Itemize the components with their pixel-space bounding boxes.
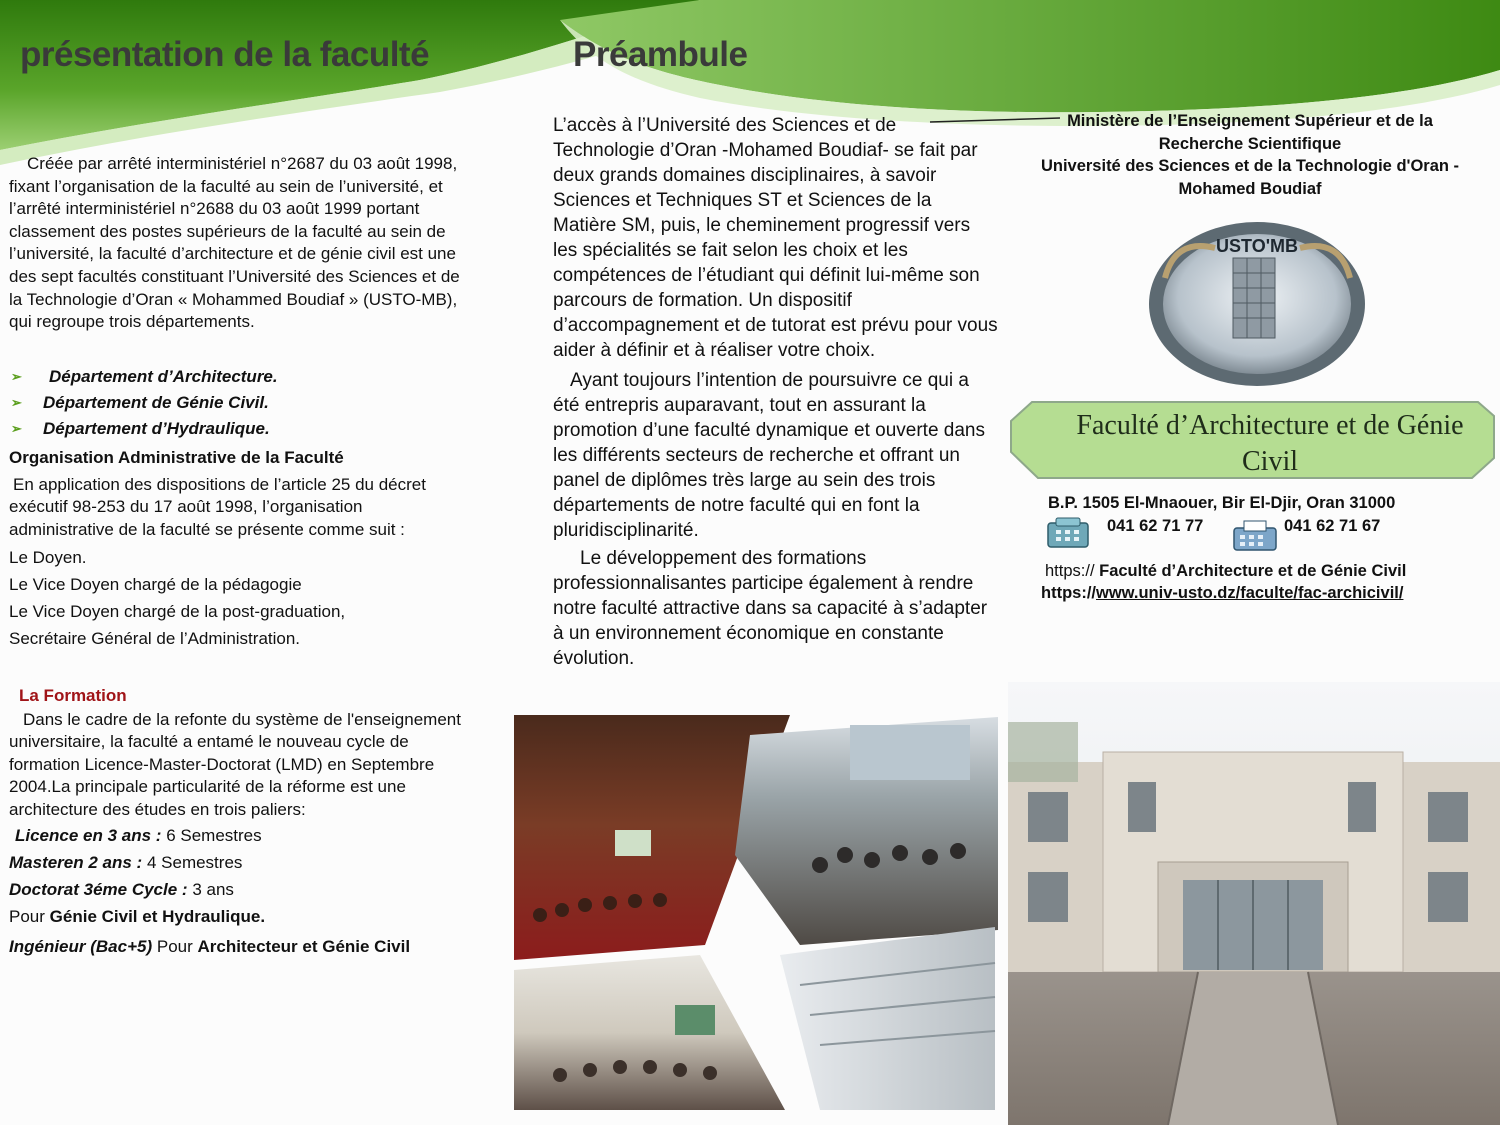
photo-collage	[500, 705, 1005, 1120]
page-title-presentation: présentation de la faculté	[20, 35, 430, 74]
logo-text: USTO'MB	[1216, 236, 1298, 256]
phone-icon	[1044, 515, 1092, 551]
lecture-screen	[675, 1005, 715, 1035]
formation-heading: La Formation	[19, 685, 127, 705]
ministry-name: Ministère de l’Enseignement Supérieur et de la Recherche Scientifique	[1067, 112, 1433, 153]
middle-column	[553, 113, 999, 671]
arrow-icon: ➢	[11, 394, 22, 410]
arrow-icon: ➢	[11, 368, 22, 384]
arrow-icon: ➢	[11, 420, 22, 436]
website-link[interactable]: www.univ-usto.dz/faculte/fac-archicivil/	[1096, 584, 1404, 602]
usto-logo	[1145, 218, 1370, 390]
website-line-1[interactable]: https:// Faculté d’Architecture et de Génie Civil	[1045, 562, 1407, 580]
department-item: ➢ Département d’Hydraulique.	[9, 416, 471, 442]
org-role: Secrétaire Général de l’Administration.	[9, 628, 301, 648]
org-role: Le Vice Doyen chargé de la pédagogie	[9, 574, 302, 594]
phone-number-2[interactable]: 041 62 71 67	[1284, 517, 1381, 535]
cycle-master: Masteren 2 ans : 4 Semestres	[9, 852, 243, 872]
org-role: Le Doyen.	[9, 547, 87, 567]
preambule-paragraph-1: L’accès à l’Université des Sciences et de Technologie d’Oran -Mohamed Boudiaf- se fait par deux grands domaines disciplinaires, à savoir Sciences et Techniques ST et Sciences de la Matière SM, puis, le cheminement progressif vers les spécialités se fait selon les choix et les compétences de l’étudiant qui définit lui-même son parcours de formation. Un dispositif d’accompagnement et de tutorat est prévu pour vous aider à définir et à réaliser votre choix.	[553, 115, 998, 361]
faculty-name: Faculté d’Architecture et de Génie Civil	[1076, 410, 1464, 477]
building-facade	[850, 725, 970, 780]
org-paragraph: En application des dispositions de l’article 25 du décret exécutif 98-253 du 17 août 1998, l’organisation administrative de la faculté se présente comme suit :	[9, 474, 426, 539]
phone-number-1[interactable]: 041 62 71 77	[1107, 517, 1204, 535]
fax-icon	[1230, 518, 1280, 554]
photo-lecture-room	[514, 955, 785, 1110]
ministry-block	[1030, 110, 1470, 200]
cycle-doctorat: Doctorat 3éme Cycle : 3 ans	[9, 879, 234, 899]
photo-corridor	[780, 927, 995, 1110]
preambule-paragraph-3: Le développement des formations professionnalisantes participe également à rendre notre faculté attractive dans sa capacité à s’adapter à un environnement économique en constante évolution.	[553, 548, 988, 669]
preambule-paragraph-2: Ayant toujours l’intention de poursuivre ce qui a été entrepris auparavant, tout en assurant la promotion d’une faculté dynamique et ouverte dans les différents secteurs de recherche et offrant un panel de diplômes très large au sein des trois départements de notre faculté qui en font la pluridisciplinarité.	[553, 370, 985, 541]
department-item: ➢ Département de Génie Civil.	[9, 390, 471, 416]
left-column	[9, 153, 471, 960]
cycle-licence: Licence en 3 ans : 6 Semestres	[15, 825, 262, 845]
cycle-pour-line: Pour Génie Civil et Hydraulique.	[9, 906, 266, 926]
projection-screen	[615, 830, 651, 856]
departments-list	[9, 364, 471, 442]
org-heading: Organisation Administrative de la Faculté	[9, 447, 344, 467]
university-name: Université des Sciences et de la Technologie d'Oran -Mohamed Boudiaf	[1040, 157, 1460, 198]
intro-paragraph: Créée par arrêté interministériel n°2687 du 03 août 1998, fixant l’organisation de la faculté au sein de l’université, et l’arrêté interministériel n°2688 du 03 août 1999 portant classement des postes supérieurs de la faculté au sein de l’université, la faculté d’architecture et de génie civil est une des sept facultés constituant l’Université des Sciences et de la Technologie d’Oran « Mohammed Boudiaf » (USTO-MB), qui regroupe trois départements.	[9, 154, 460, 332]
department-item: ➢ Département d’Architecture.	[9, 364, 471, 390]
address-text: B.P. 1505 El-Mnaouer, Bir El-Djir, Oran 31000	[1048, 494, 1396, 512]
page-title-preambule: Préambule	[573, 35, 748, 74]
formation-paragraph: Dans le cadre de la refonte du système de l'enseignement universitaire, la faculté a entamé le nouveau cycle de formation Licence-Master-Doctorat (LMD) en Septembre 2004.La principale particularité de la réforme est une architecture des études en trois paliers:	[9, 709, 461, 819]
photo-faculty-building	[1008, 682, 1500, 1125]
website-line-2[interactable]: https://www.univ-usto.dz/faculte/fac-archicivil/	[1041, 584, 1404, 602]
ingenieur-line: Ingénieur (Bac+5) Pour Architecteur et Génie Civil	[9, 936, 411, 956]
org-role: Le Vice Doyen chargé de la post-graduation,	[9, 601, 346, 621]
